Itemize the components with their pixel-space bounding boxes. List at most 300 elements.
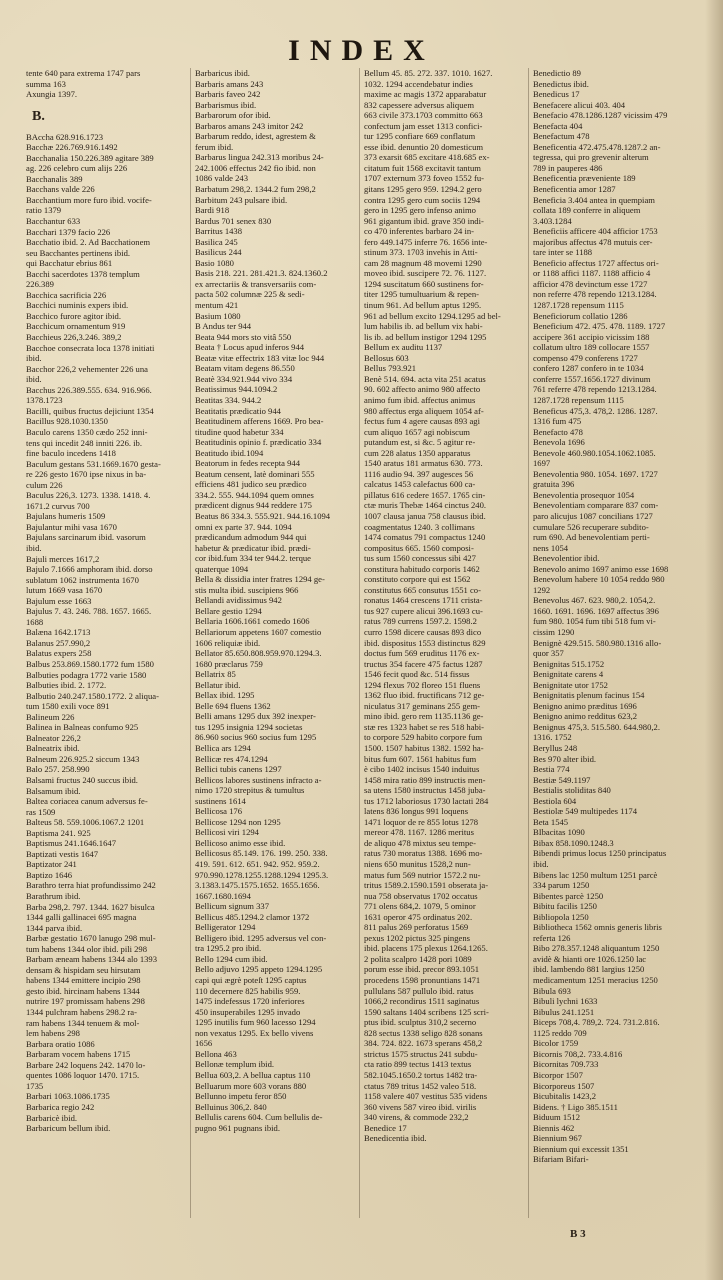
index-entry: Barbaricus ibid. <box>195 68 250 78</box>
index-entry: lum habilis ib. ad bellum vix habi- <box>364 321 483 332</box>
index-entry: 1066,2 recondirus 1511 saginatus <box>364 996 480 1007</box>
index-entry: B Andus ter 944 <box>195 321 252 332</box>
index-entry: Bacilli, quibus fructus dejiciunt 1354 <box>26 405 154 416</box>
index-entry: Beneficentia præveniente 189 <box>533 173 636 184</box>
index-entry: 2 polita scalpro 1428 pori 1089 <box>364 953 472 964</box>
index-entry: Bellicum signum 337 <box>195 901 269 912</box>
index-entry: Balbutio 240.247.1580.1772. 2 aliqua- <box>26 690 159 701</box>
index-entry: Beata 944 mors sto vitâ 550 <box>195 331 292 342</box>
index-entry: 1344 pulchram habens 298.2 ra- <box>26 1007 137 1018</box>
index-entry: fectus fum 4 agere causas 893 agi <box>364 416 480 427</box>
index-entry: qui Bacchatur ebrius 861 <box>26 258 113 269</box>
index-entry: gero in 1295 gero infenso animo <box>364 205 476 216</box>
index-entry: Benignus 475,3. 515.580. 644.980,2. <box>533 721 660 732</box>
index-entry: Bibendi primus locus 1250 principatus <box>533 848 667 859</box>
index-entry: Beatissimus 944.1094.2 <box>195 384 278 395</box>
index-entry: cumulare 526 recuperare subdito- <box>533 521 649 532</box>
index-entry: Bacchici numinis expers ibid. <box>26 300 129 311</box>
index-entry: stis multa ibid. suscipiens 966 <box>195 584 299 595</box>
index-entry: Bacchanalia 150.226.389 agitare 389 <box>26 152 154 163</box>
index-entry: Baculus 226,3. 1273. 1338. 1418. 4. <box>26 490 151 501</box>
index-entry: titudine quod habetur 334 <box>195 426 284 437</box>
index-entry: Bacchantium more furo ibid. vocife- <box>26 194 152 205</box>
index-entry: Biennium qui excessit 1351 <box>533 1143 629 1154</box>
index-entry: Bellicæ res 474.1294 <box>195 753 268 764</box>
index-entry: to corpore 529 habito corpore fum <box>364 732 483 743</box>
index-entry: Beatam vitam degens 86.550 <box>195 363 295 374</box>
index-entry: 1292 <box>533 584 551 595</box>
index-entry: 1458 mira ratio 899 instructis men- <box>364 774 486 785</box>
index-entry: Benè 514. 694. acta vita 251 acatus <box>364 373 486 384</box>
index-entry: Bellandi avidissimus 942 <box>195 595 282 606</box>
index-entry: seu Bacchantes pertinens ibid. <box>26 247 131 258</box>
index-entry: Baculo carens 1350 cædo 252 inni- <box>26 426 148 437</box>
index-entry: 970.990.1278.1255.1288.1294 1295.3. <box>195 869 329 880</box>
index-entry: Bestialis stoliditas 840 <box>533 785 611 796</box>
index-entry: Benignè 429.515. 580.980.1316 allo- <box>533 637 662 648</box>
index-entry: Bellunno impetu feror 850 <box>195 1091 287 1102</box>
index-entry: collata 189 conferre in aliquem <box>533 205 641 216</box>
index-entry: Bellicus 485.1294.2 clamor 1372 <box>195 911 310 922</box>
index-column-1 <box>26 68 191 1218</box>
index-entry: Belle 694 fluens 1362 <box>195 700 271 711</box>
index-entry: titer 1295 tumultuarium & repen- <box>364 289 480 300</box>
index-entry: moveo ibid. suscipere 72. 76. 1127. <box>364 268 487 279</box>
index-entry: Bacchanalis 389 <box>26 173 83 184</box>
index-entry: referta 126 <box>533 932 571 943</box>
index-entry: Beneficiorum collatio 1286 <box>533 310 628 321</box>
index-entry: tus sum 1560 concessus sibi 427 <box>364 553 476 564</box>
index-entry: Benedicentia ibid. <box>364 1133 427 1144</box>
index-entry: compositus 665. 1560 composi- <box>364 542 474 553</box>
index-entry: lutum 1669 vasa 1670 <box>26 585 103 596</box>
index-entry: Bibliotheca 1562 omnis generis libris <box>533 922 662 933</box>
index-entry: 1735 <box>26 1080 44 1091</box>
index-entry: Bellici tubis canens 1297 <box>195 764 282 775</box>
index-entry: tum habens 1344 olor ibid. pili 298 <box>26 943 148 954</box>
index-entry: tente 640 para extrema 1747 pars <box>26 68 141 78</box>
index-entry: Barathrum ibid. <box>26 891 81 902</box>
index-entry: majoribus affectus 478 mutuis cer- <box>533 236 653 247</box>
index-entry: collatum ultro 189 collocare 1557 <box>533 342 650 353</box>
index-entry: Bacchus 226.389.555. 634. 916.966. <box>26 384 152 395</box>
index-entry: Bellum 45. 85. 272. 337. 1010. 1627. <box>364 68 493 78</box>
index-entry: citatum fuit 1568 excitavit tantum <box>364 162 481 173</box>
index-entry: Bellua 603,2. A bellua captus 110 <box>195 1069 311 1080</box>
index-entry: Beatæ vitæ effectrix 183 vitæ loc 944 <box>195 352 325 363</box>
index-entry: Bello adjuvo 1295 appeto 1294.1295 <box>195 964 323 975</box>
index-entry: sustinens 1614 <box>195 795 246 806</box>
index-entry: 90. 602 affecto animo 980 affecto <box>364 384 481 395</box>
index-entry: or 1188 affici 1187. 1188 afficio 4 <box>533 268 651 279</box>
index-entry: mentum 421 <box>195 300 239 311</box>
index-entry: confero 1287 confero in te 1034 <box>533 363 644 374</box>
index-entry: Bellonæ templum ibid. <box>195 1059 275 1070</box>
index-entry: 980 affectus erga aliquem 1054 af- <box>364 405 484 416</box>
index-entry: Bellicose 1294 non 1295 <box>195 816 281 827</box>
index-entry: capi qui ægrè poteſt 1295 captus <box>195 975 307 986</box>
index-entry: Barbam æneam habens 1344 alo 1393 <box>26 954 158 965</box>
index-entry: B. <box>32 108 45 124</box>
index-entry: conferre 1557.1656.1727 divinum <box>533 373 651 384</box>
index-entry: Beatitatis prædicatio 944 <box>195 405 281 416</box>
index-entry: Bicornitas 709.733 <box>533 1059 599 1070</box>
index-entry: non vexatus 1295. Ex bello vivens <box>195 1027 314 1038</box>
index-entry: Benevole 460.980.1054.1062.1085. <box>533 447 656 458</box>
index-entry: Barbarorum ofor ibid. <box>195 110 271 121</box>
index-entry: densam & hispidam seu hirsutam <box>26 964 141 975</box>
index-entry: mino ibid. gero rem 1135.1136 ge- <box>364 711 484 722</box>
index-entry: mereor 478. 1167. 1286 meritus <box>364 827 474 838</box>
index-entry: sublatum 1062 instrumenta 1670 <box>26 574 139 585</box>
index-entry: curro 1598 dicere causas 893 dico <box>364 626 482 637</box>
index-entry: Biennis 462 <box>533 1122 575 1133</box>
index-entry: 419. 591. 612. 651. 942. 952. 959.2. <box>195 859 320 870</box>
index-entry: Balineum 226 <box>26 711 75 722</box>
index-entry: Belligerator 1294 <box>195 922 256 933</box>
index-entry: constituto corpore qui est 1562 <box>364 574 471 585</box>
index-entry: Bestiola 604 <box>533 795 577 806</box>
index-entry: Bellicosi viri 1294 <box>195 827 259 838</box>
index-entry: nens 1054 <box>533 542 569 553</box>
index-entry: cam 28 magnum 48 movemi 1290 <box>364 257 482 268</box>
index-entry: 582.1045.1650.2 tortus 1482 tra- <box>364 1069 478 1080</box>
index-entry: Beneficentia amor 1287 <box>533 184 616 195</box>
index-entry: tegressa, qui pro grevenir alterum <box>533 152 649 163</box>
index-entry: Bacillus 928.1030.1350 <box>26 416 108 427</box>
index-entry: tinum 961. Ad bellum aptus 1295. <box>364 300 482 311</box>
index-entry: matus fum 569 nutrior 1572.2 nu- <box>364 869 481 880</box>
index-entry: pillatus 616 cedere 1657. 1765 cin- <box>364 489 486 500</box>
index-entry: animo fum ibid. affectus animus <box>364 394 476 405</box>
index-entry: Benignitas 515.1752 <box>533 658 605 669</box>
index-entry: gesto ibid. hircinam habens 1344 <box>26 985 140 996</box>
index-entry: sa utens 1580 instructus 1458 juba- <box>364 785 486 796</box>
index-entry: ibid. dispositus 1553 distinctus 829 <box>364 637 486 648</box>
index-entry: Bacchæ 226.769.916.1492 <box>26 142 118 153</box>
index-entry: Benignitatis plenum facinus 154 <box>533 690 645 701</box>
index-entry: tens qui incedit 248 inniti 226. ib. <box>26 437 143 448</box>
index-entry: ratio 1379 <box>26 205 62 216</box>
index-entry: Bibo 278.357.1248 aliquantum 1250 <box>533 943 660 954</box>
index-entry: Bibitu facilis 1250 <box>533 901 597 912</box>
index-entry: 384. 724. 822. 1673 sperans 458,2 <box>364 1038 483 1049</box>
index-entry: Baptismus 241.1646.1647 <box>26 838 116 849</box>
index-entry: BAccha 628.916.1723 <box>26 131 104 142</box>
index-entry: 1667.1680.1694 <box>195 890 251 901</box>
index-entry: ibid. lambendo 881 largius 1250 <box>533 964 645 975</box>
index-entry: Belli amans 1295 dux 392 inexper- <box>195 711 316 722</box>
index-entry: 1344 galli gallinacei 695 magna <box>26 912 137 923</box>
index-entry: Benefacio 478.1286.1287 vicissim 479 <box>533 110 668 121</box>
index-entry: stinum 373. 1703 invehis in Atti- <box>364 247 478 258</box>
index-entry: ronatus 1464 crescens 1711 crista- <box>364 595 483 606</box>
index-entry: è cibo 1402 incisus 1540 induitus <box>364 764 480 775</box>
index-entry: ratus 789 currens 1597.2. 1598.2 <box>364 616 477 627</box>
index-entry: Beatitudinem afferens 1669. Pro bea- <box>195 416 324 427</box>
index-entry: 1287.1728 repensum 1115 <box>533 300 624 311</box>
index-entry: Bacchi sacerdotes 1378 templum <box>26 268 140 279</box>
signature-mark: B 3 <box>570 1228 586 1240</box>
index-entry: 828 sectus 1338 seligo 828 sonans <box>364 1027 483 1038</box>
index-entry: Bacchari 1379 facio 226 <box>26 226 111 237</box>
index-entry: Benevolentiam comparare 837 com- <box>533 500 659 511</box>
index-entry: 1707 externum 373 foveo 1552 fu- <box>364 173 485 184</box>
index-entry: Benevolus 467. 623. 980,2. 1054,2. <box>533 595 656 606</box>
index-entry: cta ratio 899 tectus 1413 textus <box>364 1059 472 1070</box>
index-entry: Bacchico furore agitor ibid. <box>26 310 121 321</box>
index-entry: Basilicus 244 <box>195 247 242 258</box>
index-entry: nua 758 observatus 1702 occatus <box>364 890 478 901</box>
index-entry: Barbarismus ibid. <box>195 99 257 110</box>
index-entry: Bellicosa 176 <box>195 806 243 817</box>
index-entry: nutrire 197 promissam habens 298 <box>26 996 145 1007</box>
index-entry: Barbatum 298,2. 1344.2 fum 298,2 <box>195 184 316 195</box>
index-entry: paro alicujus 1087 concilians 1727 <box>533 510 653 521</box>
index-entry: 811 palus 269 perforatus 1569 <box>364 922 469 933</box>
index-entry: ibid. placens 175 plexus 1264.1265. <box>364 943 488 954</box>
index-entry: Beta 1545 <box>533 816 569 827</box>
index-entry: Bibulus 241.1251 <box>533 1006 595 1017</box>
index-entry: Bacchans valde 226 <box>26 184 95 195</box>
index-entry: Biennium 967 <box>533 1133 582 1144</box>
index-entry: Bicorporeus 1507 <box>533 1080 595 1091</box>
index-entry: tritus 1589.2.1590.1591 obserata ja- <box>364 880 489 891</box>
index-entry: Balneator 226,2 <box>26 732 81 743</box>
index-entry: Balsami fructus 240 succus ibid. <box>26 775 138 785</box>
index-entry: coagmentatus 1240. 3 collimans <box>364 521 475 532</box>
index-entry: 1125 reddo 709 <box>533 1027 587 1038</box>
index-entry: habens 1344 emittere incipio 298 <box>26 975 141 986</box>
index-entry: BIbacitas 1090 <box>533 827 585 838</box>
index-entry: Barritus 1438 <box>195 226 243 237</box>
index-entry: Basium 1080 <box>195 310 241 321</box>
index-entry: Bibens lac 1250 multum 1251 parcè <box>533 869 658 880</box>
index-entry: Bellicos labores sustinens infracto a- <box>195 774 322 785</box>
index-entry: Barbari 1063.1086.1735 <box>26 1091 110 1102</box>
index-entry: tus 927 cupere alicui 396.1693 cu- <box>364 605 483 616</box>
index-entry: Beneficia 3.404 antea in quempiam <box>533 194 655 205</box>
index-entry: Bellax ibid. 1295 <box>195 690 255 701</box>
index-entry: Balteus 58. 559.1006.1067.2 1201 <box>26 817 145 828</box>
index-entry: 86.960 socius 960 socius fum 1295 <box>195 732 317 743</box>
index-entry: Basio 1080 <box>195 257 234 268</box>
index-entry: Biduum 1512 <box>533 1112 581 1123</box>
index-entry: 1474 comatus 791 compactus 1240 <box>364 532 486 543</box>
index-entry: Basilica 245 <box>195 236 238 247</box>
index-entry: Benevola 1696 <box>533 437 585 448</box>
index-entry: rum 690. Ad benevolentiam perti- <box>533 532 650 543</box>
index-entry: Balatus expers 258 <box>26 648 92 659</box>
index-entry: Benedictus ibid. <box>533 78 589 89</box>
index-entry: Barbæ gestatio 1670 lanugo 298 mul- <box>26 933 156 944</box>
index-entry: avidè & hianti ore 1026.1250 lac <box>533 953 647 964</box>
index-entry: 1294 flexus 702 floreo 151 fluens <box>364 679 481 690</box>
index-entry: Beneficium 472. 475. 478. 1189. 1727 <box>533 321 666 332</box>
index-entry: quaterque 1094 <box>195 563 249 574</box>
index-entry: cum aliquo 1657 agi nobiscum <box>364 426 470 437</box>
index-entry: Barbaram vocem habens 1715 <box>26 1049 131 1060</box>
index-entry: re 226 gesto 1670 ipse nixus in ba- <box>26 469 147 480</box>
index-entry: Bajulum esse 1663 <box>26 595 92 606</box>
index-entry: Barbaris faveo 242 <box>195 89 261 100</box>
index-entry: Beatitas 334. 944.2 <box>195 394 262 405</box>
index-entry: 789 in pauperes 486 <box>533 162 603 173</box>
index-entry: Benignitate carens 4 <box>533 669 604 680</box>
index-entry: Bestia 774 <box>533 764 570 775</box>
index-entry: 1287.1728 repensum 1115 <box>533 394 624 405</box>
index-entry: 226.389 <box>26 279 54 290</box>
index-entry: efficiens 481 judico seu prædico <box>195 479 307 490</box>
index-entry: ras 1509 <box>26 806 56 817</box>
index-entry: niens 650 munitus 1528,2 nun- <box>364 859 471 870</box>
index-entry: Bellum ex auditu 1137 <box>364 342 443 353</box>
index-entry: Bibentes parcè 1250 <box>533 890 604 901</box>
index-entry: fum 980. 1054 fum tibi 518 fum vi- <box>533 616 656 627</box>
index-entry: prædicent dignus 944 reddere 175 <box>195 500 312 511</box>
index-entry: Bicorpor 1507 <box>533 1069 583 1080</box>
index-entry: Bibliopola 1250 <box>533 911 589 922</box>
index-entry: Barbara oratio 1086 <box>26 1038 95 1049</box>
index-entry: niculatus 317 geminans 255 gem- <box>364 700 480 711</box>
index-entry: 1540 aratus 181 armatus 630. 773. <box>364 458 483 469</box>
index-entry: ctæ muris Thebæ 1464 cinctus 240. <box>364 500 487 511</box>
index-entry: Bardi 918 <box>195 205 230 216</box>
index-entry: Biceps 708,4. 789,2. 724. 731.2.816. <box>533 1017 660 1028</box>
index-entry: Bacchor 226,2 vehementer 226 una <box>26 363 148 374</box>
index-entry: quentes 1086 loquor 1470. 1715. <box>26 1070 140 1081</box>
index-entry: ag. 226 celebro cum alijs 226 <box>26 163 128 174</box>
index-entry: Barbarica regio 242 <box>26 1101 95 1112</box>
index-entry: 832 capessere adversus aliquem <box>364 99 475 110</box>
index-entry: ibid. <box>26 353 42 364</box>
index-entry: Beatitudo ibid.1094 <box>195 447 264 458</box>
index-entry: 373 exarsit 685 excitare 418.685 ex- <box>364 152 490 163</box>
index-entry: 961 gigantum ibid. grave 350 indi- <box>364 215 484 226</box>
index-entry: 360 vivens 587 vireo ibid. virilis <box>364 1101 477 1112</box>
index-entry: Belligero ibid. 1295 adversus vel con- <box>195 932 327 943</box>
index-entry: cissim 1290 <box>533 626 575 637</box>
index-entry: ferum ibid. <box>195 141 234 152</box>
index-entry: 1590 saltans 1404 scribens 125 scri- <box>364 1006 489 1017</box>
index-entry: fero 449.1475 inferre 76. 1656 inte- <box>364 236 488 247</box>
index-entry: 1116 audio 94. 397 augesces 56 <box>364 468 474 479</box>
index-entry: compenso 479 conferens 1727 <box>533 352 638 363</box>
index-entry: fine baculo incedens 1418 <box>26 448 116 459</box>
index-entry: constitura habitudo corporis 1462 <box>364 563 480 574</box>
index-entry: tur 1295 confiare 669 conflatum <box>364 131 476 142</box>
index-entry: Benevolentior ibid. <box>533 553 600 564</box>
index-entry: Bestiæ 549.1197 <box>533 774 591 785</box>
index-entry: stæ res 1323 habet se res 518 habi- <box>364 721 485 732</box>
index-entry: lis ib. ad bellum instigor 1294 1295 <box>364 331 487 342</box>
index-entry: Balneatrix ibid. <box>26 743 80 754</box>
index-entry: 450 insuperabiles 1295 invado <box>195 1006 301 1017</box>
index-entry: Bacchica sacrificia 226 <box>26 289 107 300</box>
index-entry: Balbuties podagra 1772 varie 1580 <box>26 669 147 680</box>
index-entry: 1007 clausa janua 758 clausus ibid. <box>364 510 486 521</box>
index-entry: 1606 reliquiæ ibid. <box>195 637 261 648</box>
index-entry: Bacchatio ibid. 2. Ad Bacchationem <box>26 237 151 248</box>
index-entry: Beata † Locus apud inferos 944 <box>195 342 305 353</box>
index-entry: Beneficus 475,3. 478,2. 1286. 1287. <box>533 405 658 416</box>
index-entry: strictus 1575 structus 241 subdu- <box>364 1048 478 1059</box>
index-entry: 771 olens 684,2. 1079, 5 ominor <box>364 901 476 912</box>
index-entry: Beatum censent, latè dominari 555 <box>195 468 315 479</box>
index-entry: Barba 298,2. 797. 1344. 1627 bisulca <box>26 901 155 912</box>
index-entry: summa 163 <box>26 78 66 89</box>
index-entry: Baptizo 1646 <box>26 869 73 880</box>
index-entry: Bellare gestio 1294 <box>195 605 262 616</box>
index-entry: Bardus 701 senex 830 <box>195 215 272 226</box>
index-entry: Benedictio 89 <box>533 68 581 78</box>
index-entry: 1471 loquor de re 855 lotus 1278 <box>364 816 479 827</box>
index-entry: co 470 inferentes barbaro 24 in- <box>364 226 475 237</box>
index-entry: 1671.2 curvus 700 <box>26 500 90 511</box>
index-entry: accipere 361 accipio vicissim 188 <box>533 331 650 342</box>
index-entry: de aliquo 478 mixtus seu tempe- <box>364 837 476 848</box>
index-entry: 1295 inutilis fum 960 lacesso 1294 <box>195 1017 316 1028</box>
index-entry: Bacchieus 226,3.246. 389,2 <box>26 332 122 343</box>
index-entry: 1294 suscitatum 660 sustinens for- <box>364 278 484 289</box>
index-entry: Balbus 253.869.1580.1772 fum 1580 <box>26 658 154 669</box>
index-entry: non referre 478 rependo 1213.1284. <box>533 289 657 300</box>
index-entry: Bellosus 603 <box>364 352 409 363</box>
index-entry: Baptizati vestis 1647 <box>26 848 99 859</box>
index-entry: ptus ibid. sculptus 310,2 secerno <box>364 1017 477 1028</box>
index-entry: ctatus 789 tritus 1452 valeo 518. <box>364 1080 477 1091</box>
index-entry: bitus fum 607. 1561 habitus fum <box>364 753 477 764</box>
index-entry: 110 decernere 825 habilis 959. <box>195 985 301 996</box>
index-entry: 334 parum 1250 <box>533 880 590 891</box>
index-entry: Bajulantur mihi vasa 1670 <box>26 521 117 532</box>
index-entry: ibid. <box>533 859 549 870</box>
index-entry: Benedice 17 <box>364 1122 407 1133</box>
index-entry: calcatus 1453 calefactus 600 ca- <box>364 479 476 490</box>
index-entry: cum 228 alatus 1350 apparatus <box>364 447 471 458</box>
index-entry: 1362 fluo ibid. fructificans 712 ge- <box>364 690 485 701</box>
index-entry: Bajulo 7.1666 amphoram ibid. dorso <box>26 564 153 575</box>
index-entry: 3.403.1284 <box>533 215 572 226</box>
index-entry: tra 1295.2 pro ibid. <box>195 943 262 954</box>
index-entry: Balo 257. 258.990 <box>26 764 90 775</box>
index-entry: 1378.1723 <box>26 395 63 406</box>
index-entry: cor ibid.fum 334 ter 944.2. terque <box>195 553 311 564</box>
index-entry: Bacchantur 633 <box>26 216 81 227</box>
index-entry: Bellaria 1606.1661 comedo 1606 <box>195 616 310 627</box>
index-entry: confectum jam esset 1313 confici- <box>364 120 483 131</box>
index-entry: latens 836 longus 991 loquens <box>364 806 469 817</box>
index-entry: Baptizator 241 <box>26 859 77 870</box>
index-entry: maxime ac magis 1372 apparabatur <box>364 89 487 100</box>
index-columns <box>26 68 697 1218</box>
index-entry: 1032. 1294 accendebatur indies <box>364 78 473 89</box>
index-entry: Benedicus 17 <box>533 89 580 100</box>
index-entry: tus 1712 laboriosus 1730 lactati 284 <box>364 795 489 806</box>
index-entry: doctus fum 569 eruditus 1176 ex- <box>364 648 480 659</box>
index-entry: Belluinus 306,2. 840 <box>195 1101 267 1112</box>
index-entry: Balæna 1642.1713 <box>26 627 91 638</box>
index-entry: Bello 1294 cum ibid. <box>195 953 268 964</box>
index-entry: Balinea in Balneas confumo 925 <box>26 722 139 733</box>
index-entry: Bellator 85.650.808.959.970.1294.3. <box>195 648 322 659</box>
index-entry: Basis 218. 221. 281.421.3. 824.1360.2 <box>195 268 328 279</box>
index-entry: Bajulans sarcinarum ibid. vasorum <box>26 532 146 543</box>
index-entry: Benevolo animo 1697 animo esse 1698 <box>533 563 669 574</box>
index-entry: Benevolentia 980. 1054. 1697. 1727 <box>533 468 658 479</box>
index-entry: tare inter se 1188 <box>533 247 593 258</box>
index-entry: lem habens 298 <box>26 1028 80 1039</box>
